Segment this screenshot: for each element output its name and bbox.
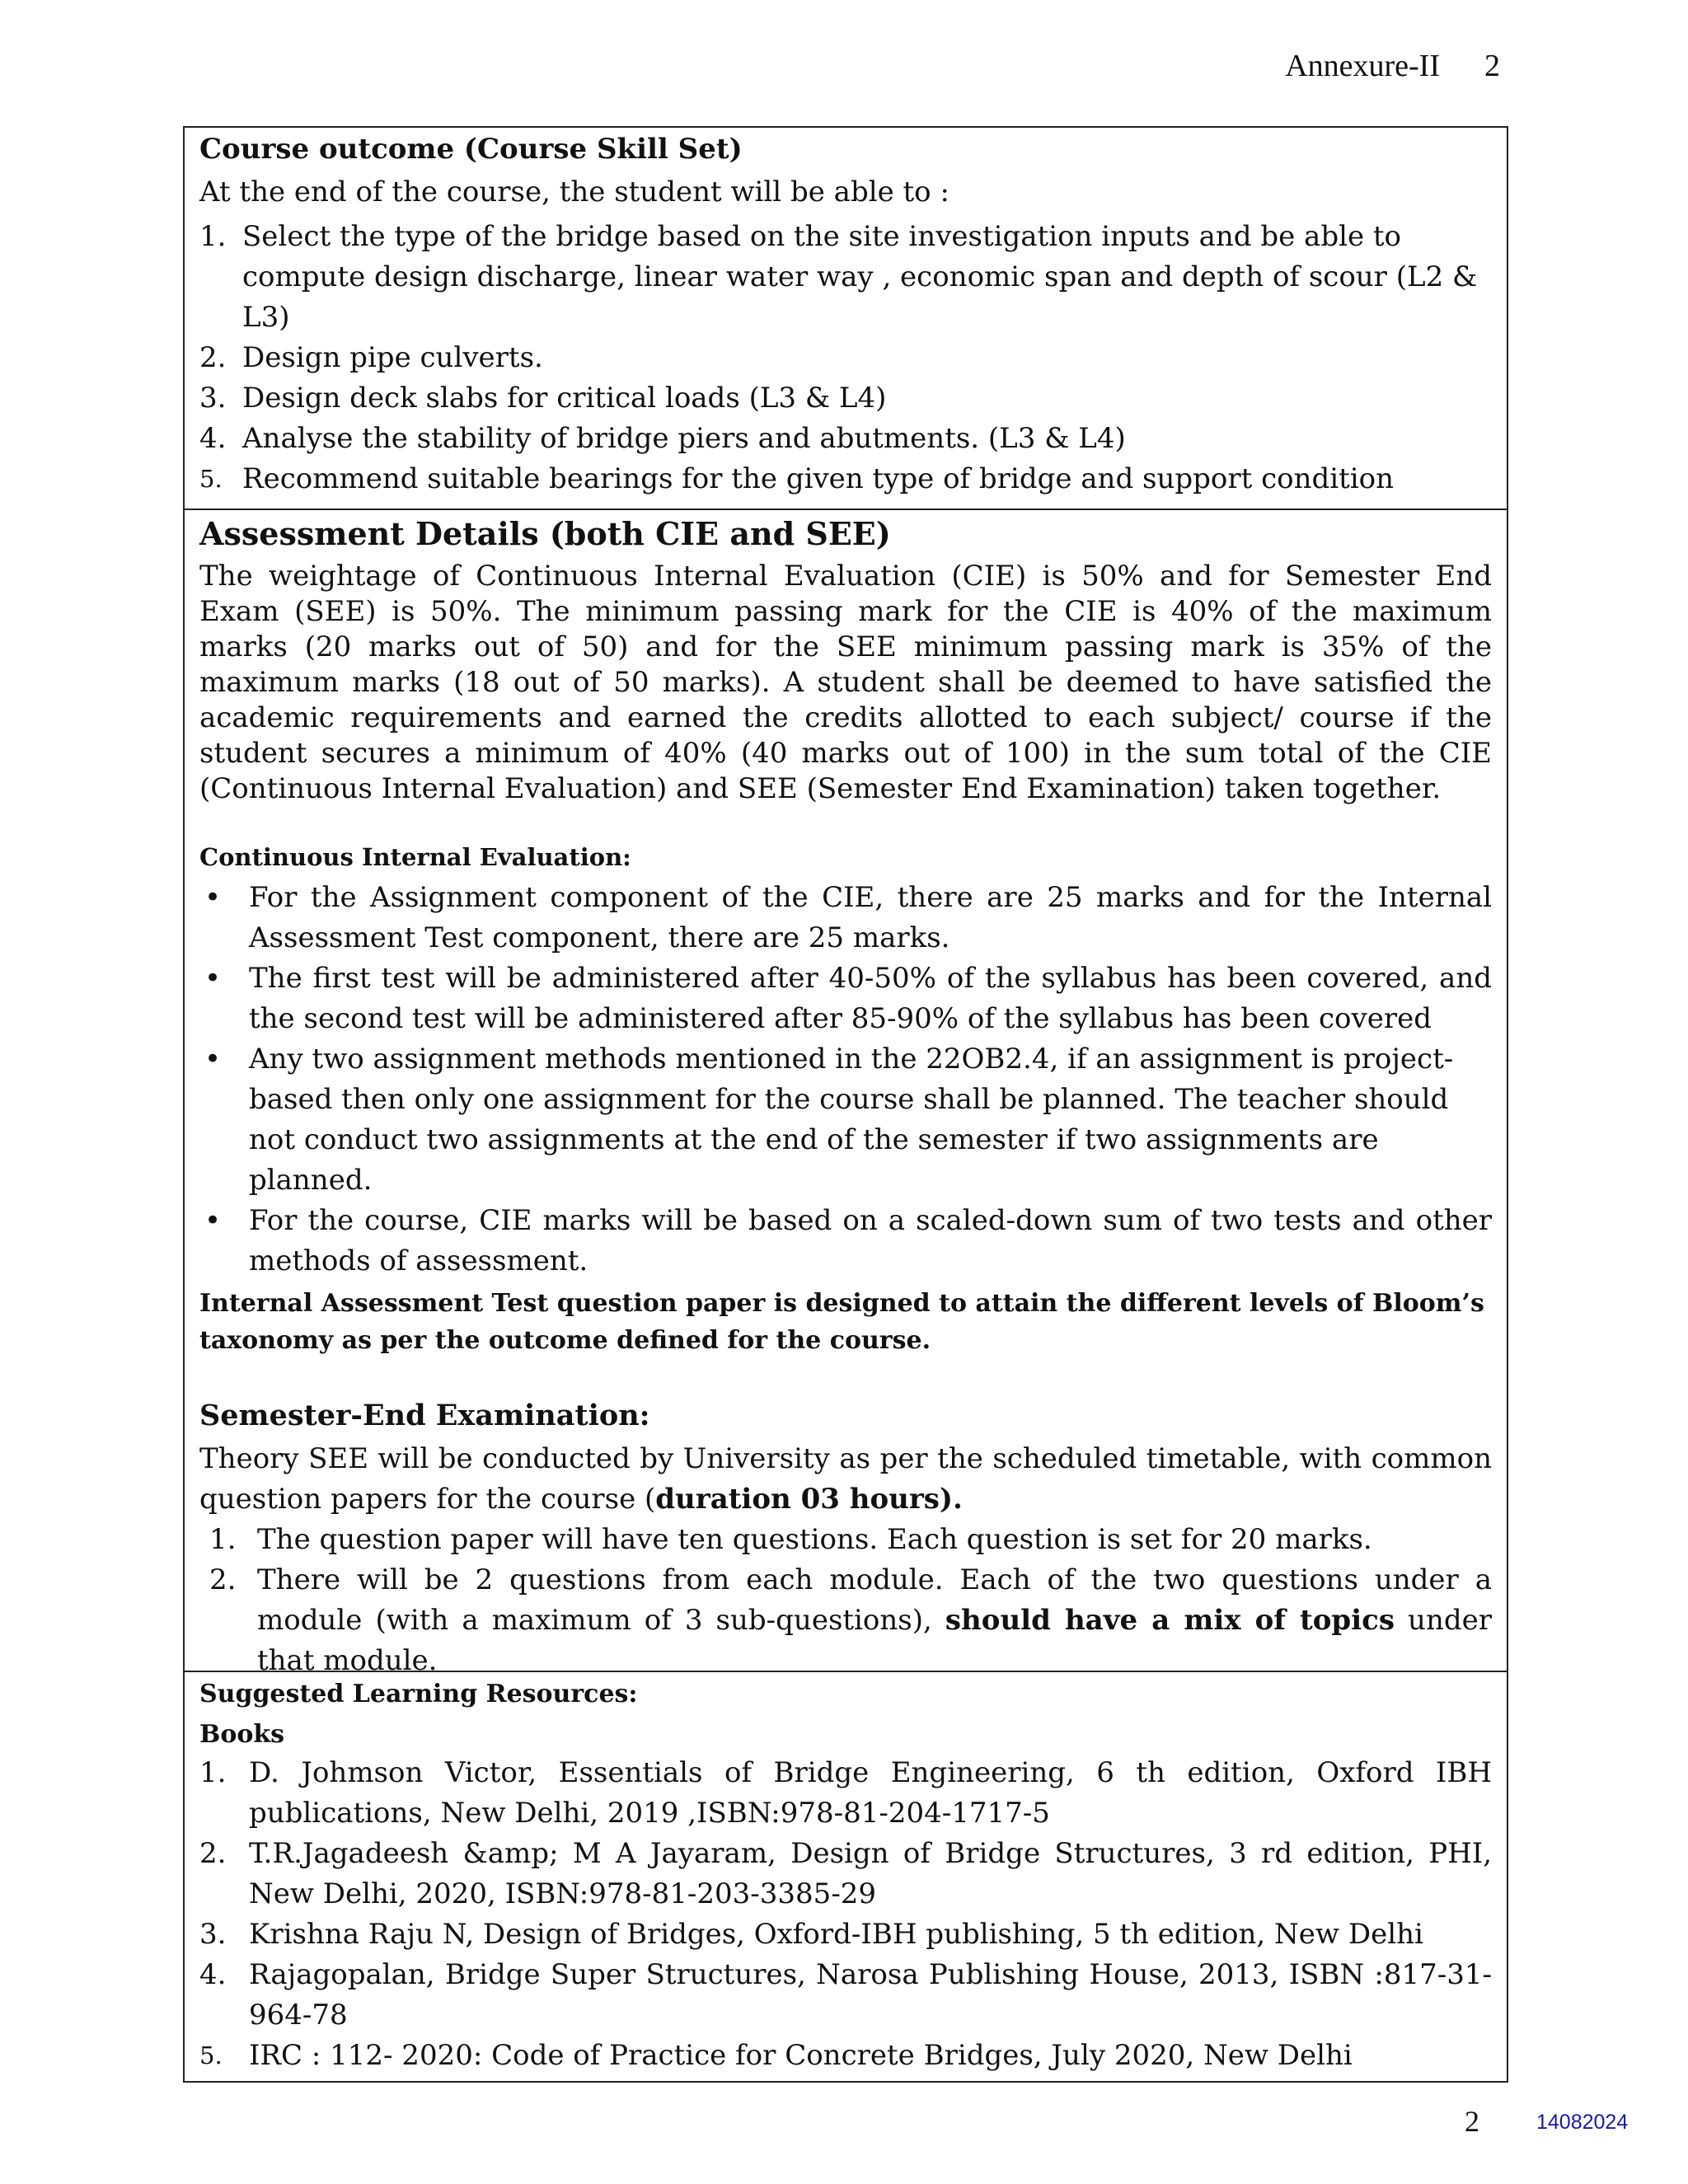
list-item: 5. IRC : 112- 2020: Code of Practice for Concrete Bridges, July 2020, New Delhi <box>199 2039 1353 2072</box>
list-item: 2. T.R.Jagadeesh &amp; M A Jayaram, Design of Bridge Structures, 3 rd edition, PHI, New Delhi, 2020, ISBN:978-81-203-3385-29 <box>199 1837 1492 1910</box>
books-label: Books <box>199 1720 285 1749</box>
footer-page-number: 2 <box>1465 2105 1479 2138</box>
see-list <box>199 1520 1492 1672</box>
list-item: 1. D. Johmson Victor, Essentials of Bridge Engineering, 6 th edition, Oxford IBH publications, New Delhi, 2019 ,ISBN:978-81-204-1717-5 <box>199 1756 1492 1830</box>
list-item: • For the Assignment component of the CIE, there are 25 marks and for the Internal Assessment Test component, there are 25 marks. <box>204 881 1492 954</box>
see-title: Semester-End Examination: <box>199 1399 650 1432</box>
course-outcome-list <box>199 217 1492 499</box>
list-item: • Any two assignment methods mentioned in the 22OB2.4, if an assignment is project-based then only one assignment for the course shall be planned. The teacher should not conduct two assignments at the end of the semester if two assignments are planned. <box>204 1043 1454 1197</box>
header-page-number: 2 <box>1484 49 1500 83</box>
course-outcome-box <box>183 126 1508 510</box>
list-item: 4. Rajagopalan, Bridge Super Structures, Narosa Publishing House, 2013, ISBN :817-31-964-78 <box>199 1958 1492 2032</box>
books-list <box>199 1753 1492 2076</box>
list-item: • The first test will be administered after 40-50% of the syllabus has been covered, and the second test will be administered after 85-90% of the syllabus has been covered <box>204 962 1492 1035</box>
assessment-title: Assessment Details (both CIE and SEE) <box>199 515 891 552</box>
list-item: 5. Recommend suitable bearings for the given type of bridge and support condition <box>199 462 1395 495</box>
assessment-paragraph: The weightage of Continuous Internal Evaluation (CIE) is 50% and for Semester End Exam (SEE) is 50%. The minimum passing mark for the CIE is 40% of the maximum marks (20 marks out of 50) and for the SEE minimum passing mark is 35% of the maximum marks (18 out of 50 marks). A student shall be deemed to have satisfied the academic requirements and earned the credits allotted to each subject/ course if the student secures a minimum of 40% (40 marks out of 100) in the sum total of the CIE (Continuous Internal Evaluation) and SEE (Semester End Examination) taken together. <box>199 560 1492 805</box>
course-outcome-title: Course outcome (Course Skill Set) <box>199 133 743 166</box>
list-item: • For the course, CIE marks will be based on a scaled-down sum of two tests and other methods of assessment. <box>204 1204 1492 1277</box>
list-item: 2. There will be 2 questions from each module. Each of the two questions under a module (with a maximum of 3 sub-questions), should have a mix of topics under that module. <box>209 1563 1492 1672</box>
course-outcome-lead: At the end of the course, the student will be able to : <box>199 176 950 209</box>
annexure-label: Annexure-II <box>1285 49 1440 83</box>
list-item: 3. Krishna Raju N, Design of Bridges, Oxford-IBH publishing, 5 th edition, New Delhi <box>199 1918 1423 1951</box>
list-item: 3. Design deck slabs for critical loads (L3 & L4) <box>199 382 887 415</box>
list-item: 2. Design pipe culverts. <box>199 341 543 374</box>
cie-title: Continuous Internal Evaluation: <box>199 843 631 871</box>
see-lead: Theory SEE will be conducted by University as per the scheduled timetable, with common question papers for the course (duration 03 hours). <box>199 1442 1492 1516</box>
cie-note: Internal Assessment Test question paper is designed to attain the different levels of Bloom’s taxonomy as per the outcome defined for the course. <box>199 1289 1484 1355</box>
resources-title: Suggested Learning Resources: <box>199 1680 638 1708</box>
list-item: 1. The question paper will have ten questions. Each question is set for 20 marks. <box>209 1523 1372 1556</box>
assessment-box <box>183 509 1508 1672</box>
cie-list <box>199 878 1492 1282</box>
list-item: 1. Select the type of the bridge based on the site investigation inputs and be able to compute design discharge, linear water way , economic span and depth of scour (L2 & L3) <box>199 220 1478 334</box>
footer-code: 14082024 <box>1536 2111 1629 2134</box>
list-item: 4. Analyse the stability of bridge piers and abutments. (L3 & L4) <box>199 422 1126 455</box>
resources-box <box>183 1671 1508 2083</box>
page-header <box>1285 48 1500 84</box>
